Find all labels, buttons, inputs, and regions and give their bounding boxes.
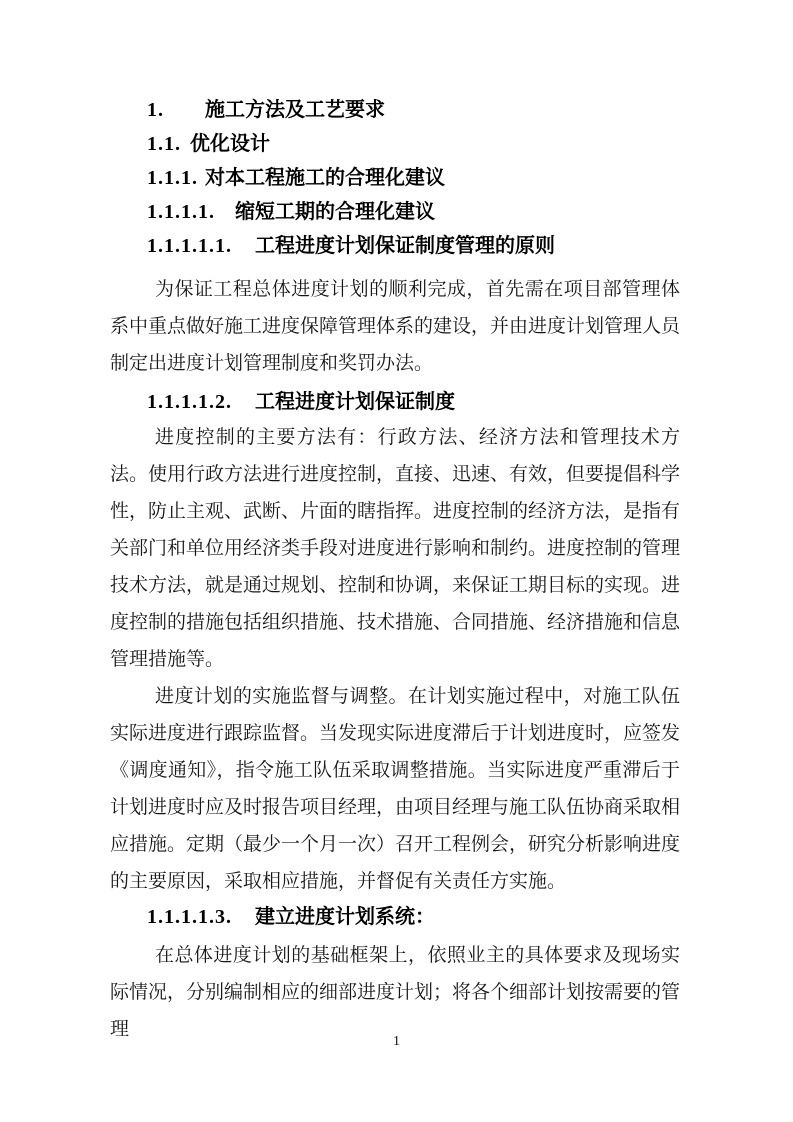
heading-title: 缩短工期的合理化建议 xyxy=(235,201,435,223)
heading-level-2 xyxy=(147,127,680,161)
paragraph-detail-plans: 在总体进度计划的基础框架上，依照业主的具体要求及现场实际情况，分别编制相应的细部进度计划；将各个细部计划按需要的管理 xyxy=(110,945,681,1040)
heading-number: 1.1.1.1.2. xyxy=(147,391,232,413)
paragraph-supervision-adjustment: 进度计划的实施监督与调整。在计划实施过程中，对施工队伍实际进度进行跟踪监督。当发现实际进度滞后于计划进度时，应签发《调度通知》，指令施工队伍采取调整措施。当实际进度严重滞后于计划进度时应及时报告项目经理，由项目经理与施工队伍协商采取相应措施。定期（最少一个月一次）召开工程例会，研究分析影响进度的主要原因，采取相应措施，并督促有关责任方实施。 xyxy=(110,686,681,892)
heading-title: 建立进度计划系统： xyxy=(255,906,435,928)
heading-level-3 xyxy=(147,161,680,195)
heading-level-5-guarantee xyxy=(147,385,680,419)
heading-number: 1.1.1.1. xyxy=(147,201,215,223)
page-number: 1 xyxy=(393,1034,400,1049)
heading-number: 1.1.1.1.1. xyxy=(147,235,232,257)
heading-number: 1.1.1. xyxy=(147,167,198,189)
paragraph-guarantee-system: 为保证工程总体进度计划的顺利完成，首先需在项目部管理体系中重点做好施工进度保障管理体系的建设，并由进度计划管理人员制定出进度计划管理制度和奖罚办法。 xyxy=(110,279,681,374)
heading-number: 1.1.1.1.3. xyxy=(147,906,232,928)
page-footer xyxy=(0,1032,793,1052)
heading-title: 工程进度计划保证制度管理的原则 xyxy=(255,235,555,257)
heading-level-4 xyxy=(147,195,680,229)
document-content xyxy=(110,93,680,1048)
heading-number: 1.1. xyxy=(147,133,181,155)
heading-title: 优化设计 xyxy=(190,133,270,155)
heading-number: 1. xyxy=(147,99,164,121)
paragraph-control-methods: 进度控制的主要方法有：行政方法、经济方法和管理技术方法。使用行政方法进行进度控制，直接、迅速、有效，但要提倡科学性，防止主观、武断、片面的瞎指挥。进度控制的经济方法，是指有关部门和单位用经济类手段对进度进行影响和制约。进度控制的管理技术方法，就是通过规划、控制和协调，来保证工期目标的实现。进度控制的措施包括组织措施、技术措施、合同措施、经济措施和信息管理措施等。 xyxy=(110,427,681,670)
heading-title: 工程进度计划保证制度 xyxy=(255,391,455,413)
heading-level-5-plan-system xyxy=(147,900,680,934)
heading-title: 施工方法及工艺要求 xyxy=(205,99,385,121)
heading-title: 对本工程施工的合理化建议 xyxy=(205,167,445,189)
heading-level-5-principles xyxy=(147,229,680,263)
heading-level-1 xyxy=(147,93,680,127)
